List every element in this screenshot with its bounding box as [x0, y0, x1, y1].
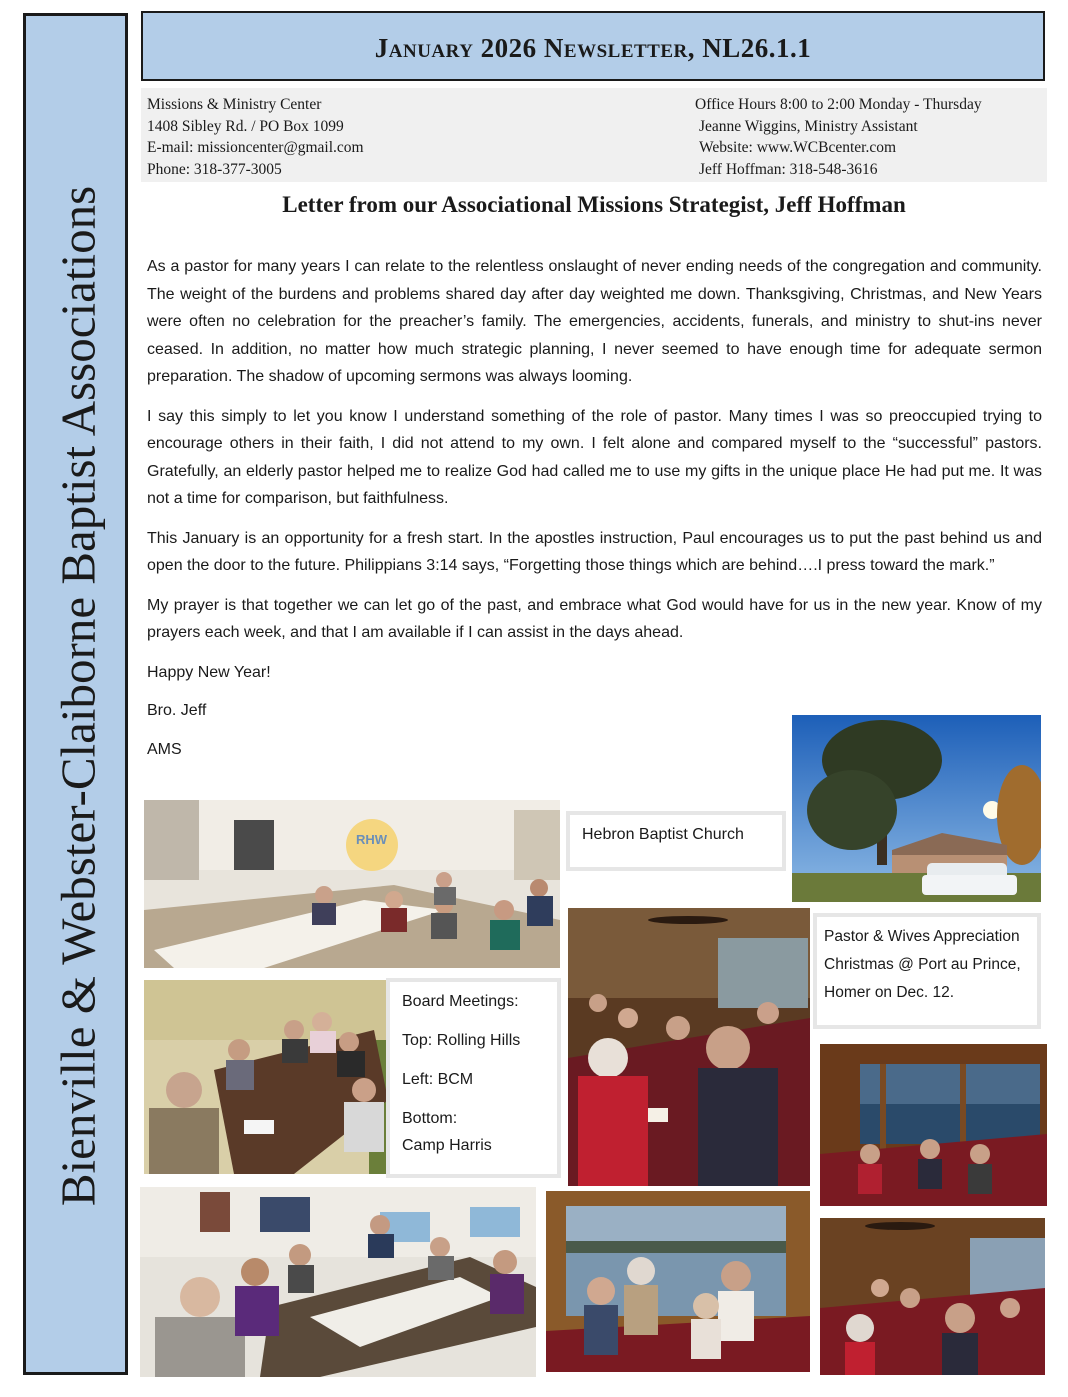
- newsletter-banner: [141, 11, 1045, 81]
- lakeside-dinner-photo: [546, 1191, 810, 1372]
- website[interactable]: Website: www.WCBcenter.com: [699, 139, 897, 156]
- newsletter-title: January 2026 Newsletter, NL26.1.1: [374, 33, 812, 63]
- center-email[interactable]: E-mail: missioncenter@gmail.com: [147, 139, 364, 156]
- sidebar-banner: [23, 13, 128, 1375]
- contact-left: [147, 94, 364, 180]
- pastor-caption-box: [817, 917, 1037, 1025]
- board-left: Left: BCM: [402, 1071, 474, 1088]
- dinner-hall-photo: [820, 1218, 1045, 1375]
- letter-paragraph: I say this simply to let you know I understand something of the role of pastor. Many times I was so preoccupied trying to encourage others in their faith, I did not attend to my own. I felt alone and compared myself to the “successful” pastors. Gratefully, an elderly pastor helped me to realize God had called me to use my gifts in the unique place He had put me. It was not a time for comparison, but faithfulness.: [147, 407, 1042, 507]
- letter-closing: Happy New Year!: [147, 663, 271, 681]
- board-bottom-name: Camp Harris: [402, 1137, 492, 1154]
- office-hours: Office Hours 8:00 to 2:00 Monday - Thursday: [695, 96, 982, 113]
- pastor-caption: Pastor & Wives Appreciation Christmas @ Port au Prince, Homer on Dec. 12.: [824, 928, 1021, 1001]
- contact-right: [695, 94, 982, 180]
- christmas-dinner-photo: [568, 908, 810, 1186]
- camp-harris-photo: [140, 1187, 536, 1377]
- hebron-church-photo: [792, 715, 1041, 902]
- letter-role: AMS: [147, 740, 182, 758]
- letter-paragraph: This January is an opportunity for a fresh start. In the apostles instruction, Paul encourages us to put the past behind us and open the door to the future. Philippians 3:14 says, “Forgetting those things which are behind….I press toward the mark.”: [147, 529, 1042, 574]
- letter-title: Letter from our Associational Missions Strategist, Jeff Hoffman: [282, 192, 906, 217]
- ministry-assistant: Jeanne Wiggins, Ministry Assistant: [699, 117, 918, 135]
- strategist-phone: Jeff Hoffman: 318-548-3616: [699, 160, 878, 178]
- letter-paragraph: As a pastor for many years I can relate to the relentless onslaught of never ending needs of the congregation and community. The weight of the burdens and problems shared day after day weighted me down. Thanksgiving, Christmas, and New Years were often no celebration for the preacher’s family. The emergencies, accidents, funerals, and ministry to shut-ins never ceased. In addition, no matter how much strategic planning, I never seemed to have enough time for adequate sermon preparation. The shadow of upcoming sermons was always looming.: [147, 258, 1042, 385]
- rolling-hills-photo: [144, 800, 560, 968]
- bcm-photo: [144, 980, 388, 1174]
- letter-paragraph: My prayer is that together we can let go of the past, and embrace what God would have for us in the new year. Know of my prayers each week, and that I am available if I can assist in the days ahead.: [147, 596, 1042, 641]
- board-top: Top: Rolling Hills: [402, 1032, 521, 1049]
- letter-signature: Bro. Jeff: [147, 702, 207, 719]
- board-bottom-label: Bottom:: [402, 1110, 458, 1127]
- logo-text: RHW: [356, 832, 388, 847]
- board-caption-box: [390, 982, 557, 1174]
- board-heading: Board Meetings:: [402, 993, 519, 1010]
- center-name: Missions & Ministry Center: [147, 96, 322, 113]
- hebron-caption: Hebron Baptist Church: [582, 826, 744, 843]
- sidebar-title: Bienville & Webster-Claiborne Baptist Associations: [50, 185, 106, 1207]
- dinner-table-photo: [820, 1044, 1047, 1206]
- center-address: 1408 Sibley Rd. / PO Box 1099: [147, 117, 344, 135]
- center-phone: Phone: 318-377-3005: [147, 160, 282, 178]
- letter-body: [147, 253, 1042, 774]
- contact-block: [141, 88, 1047, 182]
- hebron-caption-box: [570, 815, 782, 867]
